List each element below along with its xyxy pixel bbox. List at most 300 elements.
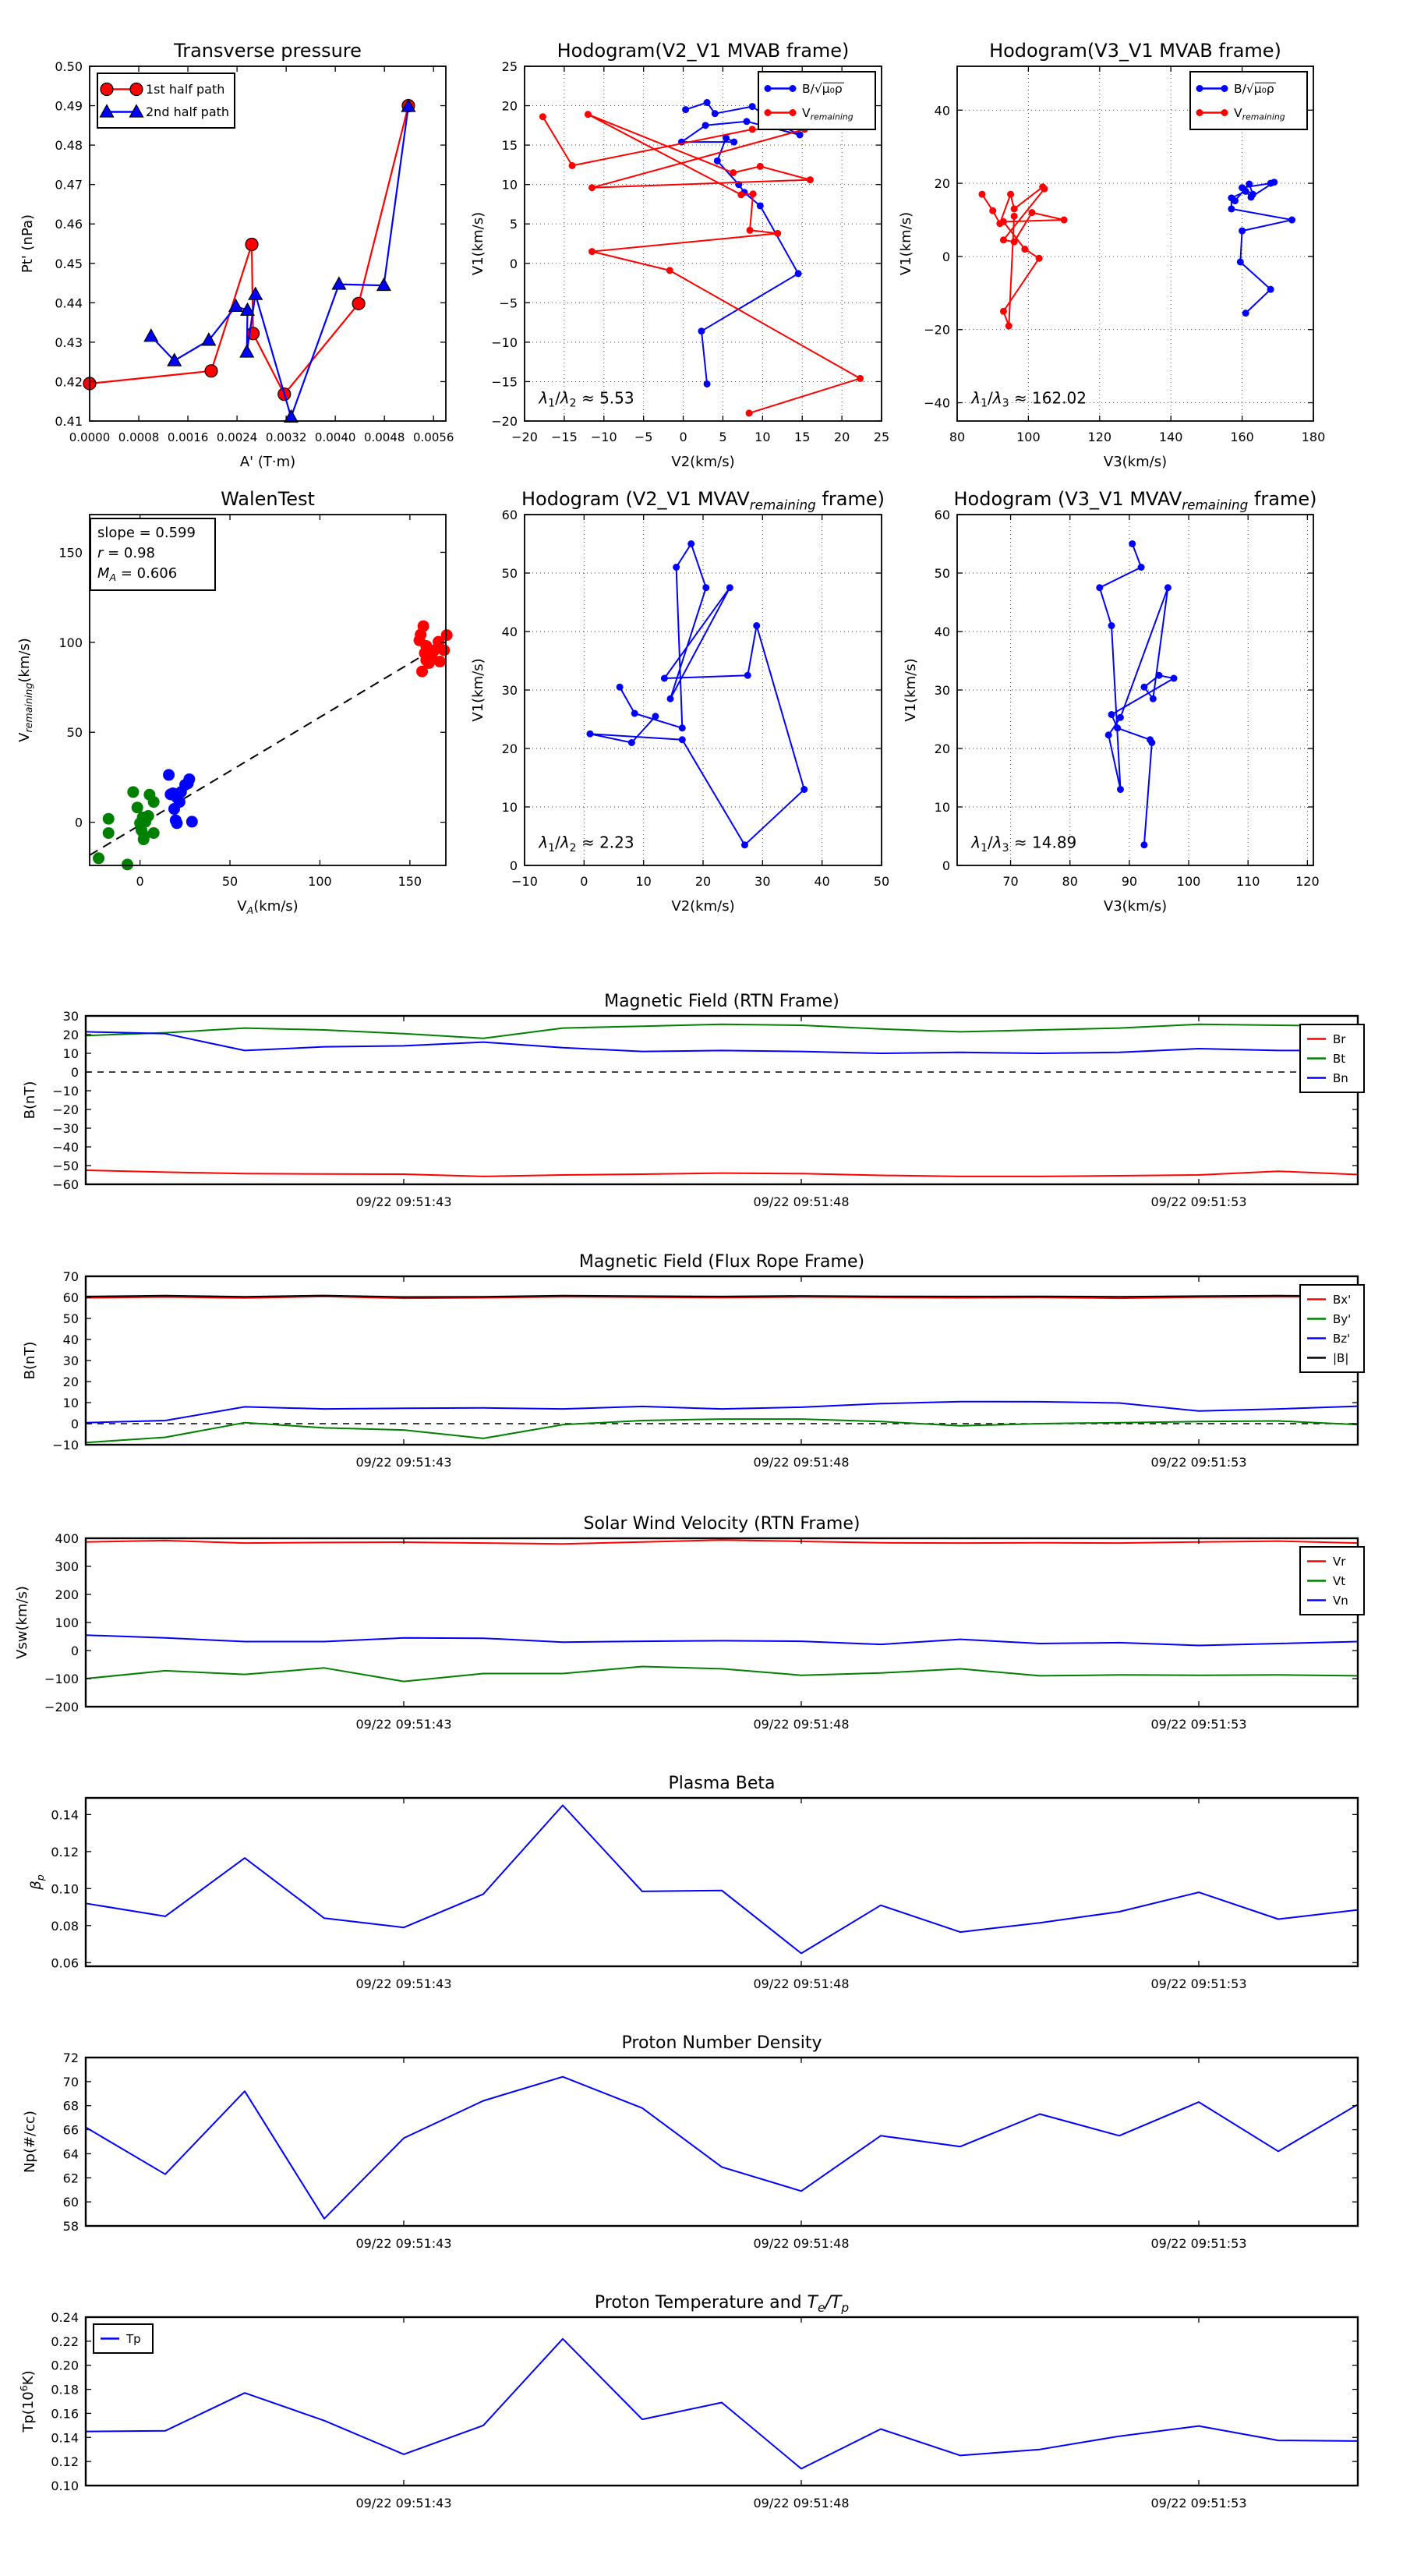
dot-marker	[127, 786, 139, 798]
vsw-rtn-ytick-label: −200	[44, 1700, 79, 1714]
dot-marker	[743, 118, 750, 125]
vsw-rtn-legend	[1300, 1547, 1364, 1615]
hodogram-v2v1-mvav-xtick-label: 20	[694, 874, 712, 889]
dot-marker	[682, 106, 689, 113]
walen-test-ytick-label: 100	[58, 635, 83, 650]
vsw-rtn-ytick-label: 0	[70, 1644, 79, 1658]
proton-density-xtick-label: 09/22 09:51:43	[355, 2236, 452, 2251]
proton-temp-ytick-label: 0.24	[51, 2310, 79, 2325]
transverse-pressure-legend	[97, 73, 235, 128]
hodogram-v3v1-mvab-legend	[1190, 72, 1307, 129]
hodogram-v2v1-mvab-ytick-label: −10	[491, 334, 518, 350]
dot-marker	[1228, 194, 1235, 201]
mag-rtn-ytick-label: −20	[52, 1102, 79, 1117]
plasma-beta-ytick-label: 0.14	[51, 1807, 79, 1823]
hodogram-v3v1-mvab-ytick-label: −40	[924, 395, 950, 411]
hodogram-v3v1-mvav-xtick-label: 120	[1295, 874, 1320, 889]
dot-marker	[687, 540, 694, 547]
plasma-beta-series-beta_p	[86, 1806, 1358, 1954]
hodogram-v2v1-mvav-xtick-label: 10	[635, 874, 652, 889]
proton-density-ytick-label: 68	[62, 2098, 79, 2114]
transverse-pressure-ylabel: Pt' (nPa)	[19, 214, 36, 274]
mag-fluxrope-legend	[1300, 1285, 1364, 1372]
hodogram-v3v1-mvab-title: Hodogram(V3_V1 MVAB frame)	[989, 40, 1281, 62]
dot-marker	[652, 713, 659, 720]
proton-density-xtick-label: 09/22 09:51:53	[1150, 2236, 1247, 2251]
dot-marker	[1140, 684, 1147, 691]
transverse-pressure-legend-label-0: 1st half path	[146, 82, 225, 97]
dot-marker	[416, 666, 428, 678]
vsw-rtn-legend-label-2: Vn	[1333, 1594, 1348, 1608]
proton-density-ytick-label: 60	[62, 2195, 79, 2210]
hodogram-v3v1-mvab-xtick-label: 180	[1301, 430, 1326, 444]
hodogram-v3v1-mvab-xtick-label: 160	[1230, 430, 1254, 444]
dot-marker	[138, 833, 150, 845]
mag-rtn-ytick-label: 20	[62, 1028, 79, 1042]
dot-marker	[1117, 714, 1124, 721]
proton-temp-xtick-label: 09/22 09:51:48	[753, 2496, 850, 2511]
mag-fluxrope-ytick-label: 50	[62, 1311, 79, 1326]
dot-marker	[712, 110, 719, 117]
axes-frame	[86, 1016, 1358, 1184]
hodogram-v3v1-mvab-ytick-label: 40	[934, 103, 950, 119]
proton-density-series-Np	[86, 2077, 1358, 2219]
dot-marker	[1221, 109, 1228, 116]
hodogram-v2v1-mvab-title: Hodogram(V2_V1 MVAB frame)	[557, 40, 850, 62]
dot-marker	[140, 816, 151, 827]
walen-test-title: WalenTest	[221, 488, 315, 510]
hodogram-v2v1-mvab-xtick-label: −5	[634, 430, 653, 444]
dot-marker	[164, 788, 176, 800]
triangle-marker	[144, 329, 157, 341]
dot-marker	[1007, 191, 1014, 198]
dot-marker	[103, 813, 115, 825]
transverse-pressure-ytick-label: 0.45	[55, 256, 83, 271]
walen-test-ytick-label: 150	[58, 545, 83, 561]
transverse-pressure-ytick-label: 0.49	[55, 98, 83, 114]
plasma-beta-xtick-label: 09/22 09:51:48	[753, 1976, 850, 1991]
dot-marker	[1011, 205, 1018, 212]
dot-marker	[1108, 622, 1115, 629]
dot-marker	[1041, 186, 1048, 193]
vsw-rtn-ylabel: Vsw(km/s)	[14, 1586, 30, 1659]
hodogram-v2v1-mvab-ytick-label: 10	[501, 177, 518, 193]
hodogram-v3v1-mvav-ytick-label: 20	[934, 741, 950, 756]
vsw-rtn-ytick-label: 200	[55, 1587, 79, 1602]
vsw-rtn-series-Vr	[86, 1540, 1358, 1544]
vsw-rtn-title: Solar Wind Velocity (RTN Frame)	[583, 1514, 861, 1534]
circle-marker	[130, 83, 143, 96]
hodogram-v2v1-mvab-ylabel: V1(km/s)	[470, 211, 486, 276]
triangle-marker	[377, 278, 391, 290]
hodogram-v2v1-mvav-plot	[470, 488, 889, 915]
dot-marker	[730, 139, 737, 146]
hodogram-v2v1-mvab-legend	[758, 72, 875, 129]
dot-marker	[774, 230, 781, 237]
mag-rtn-xtick-label: 09/22 09:51:48	[753, 1194, 850, 1209]
hodogram-v2v1-mvab-legend-label-1: $V_{remaining}$	[802, 106, 853, 122]
dot-marker	[765, 85, 772, 92]
mag-rtn-ytick-label: 30	[62, 1009, 79, 1024]
mag-fluxrope-series-|B|	[86, 1296, 1358, 1297]
walen-test-xtick-label: 100	[308, 874, 332, 889]
triangle-marker	[229, 299, 242, 311]
transverse-pressure-plot	[19, 40, 454, 470]
dot-marker	[1288, 217, 1295, 224]
plasma-beta-xtick-label: 09/22 09:51:43	[355, 1976, 452, 1991]
dot-marker	[1155, 672, 1162, 679]
mag-rtn-series-Bn	[86, 1031, 1358, 1053]
transverse-pressure-legend-label-1: 2nd half path	[146, 104, 230, 119]
proton-temp-ytick-label: 0.20	[51, 2358, 79, 2373]
proton-temp-ytick-label: 0.22	[51, 2334, 79, 2349]
hodogram-v3v1-mvav-ytick-label: 60	[934, 508, 950, 522]
mag-fluxrope-series-By'	[86, 1419, 1358, 1442]
dot-marker	[1011, 213, 1018, 220]
walen-test-stats-line-2: $M_A = 0.606$	[97, 565, 178, 583]
proton-temp-ytick-label: 0.16	[51, 2406, 79, 2422]
mag-fluxrope-legend-label-3: |B|	[1333, 1351, 1349, 1365]
proton-density-ytick-label: 66	[62, 2122, 79, 2138]
walen-test-stats-box	[90, 518, 215, 590]
dot-marker	[586, 731, 593, 738]
hodogram-v2v1-mvab-xtick-label: 20	[833, 430, 850, 444]
walen-test-stats-line-1: r = 0.98	[97, 545, 156, 561]
proton-density-ylabel: Np(#/cc)	[22, 2111, 38, 2173]
dot-marker	[857, 375, 864, 382]
hodogram-v3v1-mvab-legend-label-1: $V_{remaining}$	[1234, 106, 1285, 122]
mag-rtn-ytick-label: −10	[52, 1084, 79, 1099]
dot-marker	[1108, 711, 1115, 718]
hodogram-v3v1-mvav-annotation: $\lambda_1/\lambda_3 \approx 14.89$	[971, 833, 1077, 855]
walen-test-plot	[16, 488, 453, 916]
vsw-rtn-xtick-label: 09/22 09:51:48	[753, 1717, 850, 1732]
proton-temp-ylabel: $Tp(10^6K)$	[18, 2370, 37, 2433]
transverse-pressure-ytick-label: 0.44	[55, 295, 83, 311]
walen-test-xtick-label: 50	[221, 874, 239, 889]
vsw-rtn-plot	[14, 1514, 1364, 1732]
dot-marker	[588, 248, 595, 255]
dot-marker	[1117, 786, 1124, 793]
dot-marker	[1164, 584, 1172, 591]
proton-temp-xtick-label: 09/22 09:51:53	[1150, 2496, 1247, 2511]
plasma-beta-ytick-label: 0.08	[51, 1918, 79, 1934]
mag-fluxrope-xtick-label: 09/22 09:51:43	[355, 1455, 452, 1470]
mag-fluxrope-legend-label-2: Bz'	[1333, 1332, 1351, 1346]
dot-marker	[1270, 179, 1278, 186]
axes-frame	[86, 1538, 1358, 1707]
walen-test-ylabel: $V_{remaining}(km/s)$	[16, 638, 34, 742]
proton-temp-plot	[18, 2293, 1358, 2511]
mag-rtn-ytick-label: −30	[52, 1121, 79, 1136]
dot-marker	[441, 629, 453, 641]
hodogram-v2v1-mvav-ytick-label: 10	[501, 800, 518, 815]
dot-marker	[741, 841, 748, 848]
hodogram-v2v1-mvab-ytick-label: −20	[491, 414, 518, 429]
walen-test-ytick-label: 0	[74, 815, 83, 830]
transverse-pressure-xlabel: A' (T·m)	[239, 454, 296, 470]
hodogram-v2v1-mvav-xtick-label: −10	[511, 874, 538, 889]
dot-marker	[737, 191, 744, 198]
hodogram-v2v1-mvab-series-B/sqrt(mu0*rho)	[682, 103, 800, 384]
dot-marker	[1196, 85, 1203, 92]
mag-fluxrope-ytick-label: −10	[52, 1438, 79, 1453]
axes-frame	[86, 2317, 1358, 2486]
hodogram-v2v1-mvab-xtick-label: 0	[679, 430, 687, 444]
dot-marker	[1138, 564, 1145, 571]
dot-marker	[1267, 286, 1274, 293]
mag-fluxrope-xtick-label: 09/22 09:51:48	[753, 1455, 850, 1470]
hodogram-v2v1-mvav-title: Hodogram (V2_V1 $MVAV_{remaining}$ frame)	[521, 488, 885, 513]
proton-temp-legend	[94, 2324, 153, 2353]
mag-fluxrope-ytick-label: 60	[62, 1290, 79, 1305]
dot-marker	[1242, 310, 1249, 317]
hodogram-v3v1-mvab-plot	[898, 40, 1325, 470]
dot-marker	[679, 736, 686, 743]
hodogram-v2v1-mvab-ytick-label: 5	[509, 217, 518, 232]
mag-rtn-xtick-label: 09/22 09:51:53	[1150, 1194, 1247, 1209]
dot-marker	[1005, 323, 1012, 330]
hodogram-v3v1-mvav-xtick-label: 90	[1121, 874, 1138, 889]
plasma-beta-title: Plasma Beta	[668, 1774, 776, 1793]
transverse-pressure-xtick-label: 0.0040	[314, 430, 356, 444]
mag-fluxrope-ylabel: B(nT)	[22, 1341, 38, 1380]
dot-marker	[122, 858, 133, 870]
dot-marker	[1021, 246, 1028, 253]
proton-density-title: Proton Number Density	[621, 2033, 822, 2053]
dot-marker	[757, 202, 764, 209]
dot-marker	[750, 190, 757, 197]
dot-marker	[1129, 540, 1136, 547]
vsw-rtn-xtick-label: 09/22 09:51:53	[1150, 1717, 1247, 1732]
dot-marker	[628, 739, 635, 746]
hodogram-v2v1-mvab-legend-label-0: B/√μ₀ρ	[802, 82, 843, 96]
dot-marker	[1171, 675, 1178, 682]
dot-marker	[429, 645, 440, 656]
hodogram-v2v1-mvav-xtick-label: 40	[814, 874, 830, 889]
dot-marker	[749, 103, 756, 110]
mag-rtn-series-Br	[86, 1170, 1358, 1177]
mag-rtn-ytick-label: 10	[62, 1046, 79, 1061]
hodogram-v3v1-mvab-series-B/sqrt(mu0*rho)	[1232, 182, 1292, 313]
dot-marker	[1196, 109, 1203, 116]
vsw-rtn-ytick-label: 100	[55, 1615, 79, 1630]
walen-test-ytick-label: 50	[66, 725, 83, 741]
plasma-beta-ytick-label: 0.12	[51, 1844, 79, 1859]
mag-fluxrope-plot	[22, 1252, 1364, 1470]
hodogram-v2v1-mvab-xtick-label: −15	[551, 430, 578, 444]
hodogram-v3v1-mvav-ytick-label: 0	[942, 858, 950, 873]
plasma-beta-ytick-label: 0.10	[51, 1881, 79, 1897]
mag-rtn-legend-label-2: Bn	[1333, 1071, 1348, 1085]
dot-marker	[667, 695, 674, 702]
vsw-rtn-series-Vn	[86, 1635, 1358, 1645]
transverse-pressure-xtick-label: 0.0024	[216, 430, 258, 444]
dot-marker	[765, 109, 772, 116]
dot-marker	[666, 267, 673, 274]
vsw-rtn-legend-label-0: Vr	[1333, 1555, 1346, 1569]
dot-marker	[103, 827, 115, 839]
hodogram-v2v1-mvab-ytick-label: 0	[509, 256, 518, 271]
hodogram-v2v1-mvab-xtick-label: 25	[873, 430, 890, 444]
transverse-pressure-xtick-label: 0.0048	[363, 430, 405, 444]
transverse-pressure-xtick-label: 0.0016	[167, 430, 209, 444]
hodogram-v2v1-mvav-ylabel: V1(km/s)	[470, 658, 486, 722]
dot-marker	[148, 827, 160, 839]
hodogram-v2v1-mvab-xlabel: V2(km/s)	[671, 454, 735, 470]
hodogram-v3v1-mvab-ytick-label: 20	[934, 176, 950, 192]
dot-marker	[1228, 205, 1235, 212]
hodogram-v3v1-mvab-annotation: $\lambda_1/\lambda_3 \approx 162.02$	[971, 388, 1087, 410]
hodogram-v3v1-mvab-xtick-label: 80	[949, 430, 966, 444]
hodogram-v3v1-mvab-ytick-label: −20	[924, 322, 950, 338]
transverse-pressure-ytick-label: 0.46	[55, 217, 83, 232]
hodogram-v3v1-mvav-series-B/sqrt(mu0*rho)	[1100, 544, 1174, 845]
mag-rtn-ytick-label: 0	[70, 1065, 79, 1080]
dot-marker	[132, 801, 143, 813]
hodogram-v3v1-mvab-xtick-label: 100	[1016, 430, 1041, 444]
walen-test-xlabel: $V_A(km/s)$	[237, 898, 299, 916]
hodogram-v2v1-mvab-ytick-label: −15	[491, 374, 518, 390]
dot-marker	[1036, 255, 1043, 262]
dot-marker	[978, 191, 985, 198]
hodogram-v2v1-mvav-xlabel: V2(km/s)	[671, 898, 735, 915]
proton-temp-ytick-label: 0.12	[51, 2454, 79, 2470]
transverse-pressure-ytick-label: 0.43	[55, 334, 83, 350]
hodogram-v2v1-mvav-ytick-label: 0	[509, 858, 518, 873]
proton-temp-ytick-label: 0.14	[51, 2430, 79, 2446]
proton-temp-legend-label-0: Tp	[126, 2332, 141, 2346]
mag-fluxrope-ytick-label: 20	[62, 1375, 79, 1389]
dot-marker	[673, 564, 680, 571]
dot-marker	[1221, 85, 1228, 92]
hodogram-v3v1-mvav-xtick-label: 70	[1002, 874, 1019, 889]
dot-marker	[1061, 217, 1068, 224]
triangle-marker	[332, 278, 345, 289]
dot-marker	[1237, 258, 1244, 265]
transverse-pressure-ytick-label: 0.42	[55, 374, 83, 390]
proton-temp-series-Tp	[86, 2339, 1358, 2469]
hodogram-v2v1-mvab-ytick-label: 15	[501, 138, 518, 154]
walen-test-xtick-label: 0	[136, 874, 144, 889]
dot-marker	[790, 85, 797, 92]
dot-marker	[1248, 193, 1255, 200]
hodogram-v2v1-mvav-xtick-label: 0	[580, 874, 588, 889]
dot-marker	[569, 162, 576, 169]
dot-marker	[790, 109, 797, 116]
dot-marker	[1000, 218, 1007, 225]
dot-marker	[753, 622, 760, 629]
dot-marker	[1242, 188, 1249, 195]
dot-marker	[1246, 181, 1253, 188]
dot-marker	[617, 684, 624, 691]
hodogram-v3v1-mvav-xtick-label: 110	[1235, 874, 1260, 889]
dot-marker	[585, 111, 592, 118]
hodogram-v2v1-mvab-ytick-label: −5	[499, 295, 518, 311]
walen-test-stats-line-0: slope = 0.599	[97, 525, 196, 541]
dot-marker	[730, 169, 737, 176]
plasma-beta-ylabel: $\beta_p$	[28, 1874, 46, 1890]
hodogram-v2v1-mvav-ytick-label: 60	[501, 508, 518, 522]
dot-marker	[807, 176, 814, 183]
dot-marker	[704, 99, 711, 106]
mag-fluxrope-title: Magnetic Field (Flux Rope Frame)	[578, 1252, 865, 1272]
proton-density-plot	[22, 2033, 1358, 2251]
hodogram-v3v1-mvab-ytick-label: 0	[942, 249, 950, 264]
dot-marker	[744, 672, 751, 679]
dot-marker	[539, 113, 546, 120]
dot-marker	[679, 724, 686, 731]
hodogram-v3v1-mvab-xtick-label: 140	[1158, 430, 1183, 444]
hodogram-v2v1-mvav-ytick-label: 50	[501, 566, 518, 581]
mag-fluxrope-legend-label-1: By'	[1333, 1312, 1352, 1326]
proton-density-ytick-label: 64	[62, 2146, 79, 2162]
hodogram-v2v1-mvav-ytick-label: 20	[501, 741, 518, 756]
dot-marker	[1150, 695, 1157, 702]
dot-marker	[702, 122, 709, 129]
triangle-marker	[249, 288, 262, 299]
dot-marker	[1148, 739, 1155, 746]
mag-rtn-legend-label-1: Bt	[1333, 1052, 1346, 1066]
proton-temp-xtick-label: 09/22 09:51:43	[355, 2496, 452, 2511]
hodogram-v2v1-mvab-series-V_remaining	[542, 115, 860, 413]
hodogram-v3v1-mvav-ylabel: V1(km/s)	[903, 658, 919, 722]
dot-marker	[174, 796, 186, 808]
dot-marker	[631, 710, 638, 717]
hodogram-v3v1-mvab-ylabel: V1(km/s)	[898, 211, 914, 276]
hodogram-v2v1-mvav-xtick-label: 30	[755, 874, 771, 889]
dot-marker	[1105, 731, 1112, 738]
hodogram-v3v1-mvab-legend-label-0: B/√μ₀ρ	[1234, 82, 1274, 96]
hodogram-v2v1-mvab-ytick-label: 25	[501, 59, 518, 74]
legend-frame	[1300, 1285, 1364, 1372]
transverse-pressure-ytick-label: 0.47	[55, 177, 83, 193]
hodogram-v2v1-mvav-ytick-label: 40	[501, 625, 518, 639]
dot-marker	[702, 584, 709, 591]
vsw-rtn-xtick-label: 09/22 09:51:43	[355, 1717, 452, 1732]
mag-fluxrope-ytick-label: 30	[62, 1353, 79, 1368]
hodogram-v2v1-mvab-xtick-label: 5	[719, 430, 727, 444]
dot-marker	[1114, 724, 1121, 731]
hodogram-v3v1-mvav-ytick-label: 30	[934, 683, 950, 698]
walen-test-xtick-label: 150	[398, 874, 422, 889]
mag-fluxrope-ytick-label: 40	[62, 1332, 79, 1347]
mag-rtn-ytick-label: −50	[52, 1159, 79, 1173]
dot-marker	[148, 796, 160, 808]
dot-marker	[797, 131, 804, 138]
plasma-beta-plot	[28, 1774, 1358, 1991]
transverse-pressure-ytick-label: 0.48	[55, 138, 83, 154]
hodogram-v2v1-mvav-xtick-label: 50	[873, 874, 890, 889]
dot-marker	[757, 163, 764, 170]
mag-rtn-legend-label-0: Br	[1333, 1032, 1346, 1046]
plasma-beta-xtick-label: 09/22 09:51:53	[1150, 1976, 1247, 1991]
proton-density-ytick-label: 62	[62, 2171, 79, 2186]
circle-marker	[205, 365, 217, 377]
transverse-pressure-xtick-label: 0.0008	[118, 430, 160, 444]
dot-marker	[1140, 841, 1147, 848]
hodogram-v2v1-mvav-annotation: $\lambda_1/\lambda_2 \approx 2.23$	[539, 833, 634, 855]
proton-density-ytick-label: 58	[62, 2219, 79, 2234]
dot-marker	[795, 270, 802, 277]
dot-marker	[93, 852, 104, 864]
transverse-pressure-ytick-label: 0.41	[55, 414, 83, 429]
hodogram-v2v1-mvab-plot	[470, 40, 889, 470]
hodogram-v3v1-mvav-xtick-label: 80	[1062, 874, 1078, 889]
hodogram-v3v1-mvav-ytick-label: 50	[934, 566, 950, 581]
transverse-pressure-xtick-label: 0.0000	[69, 430, 111, 444]
dot-marker	[749, 126, 756, 133]
